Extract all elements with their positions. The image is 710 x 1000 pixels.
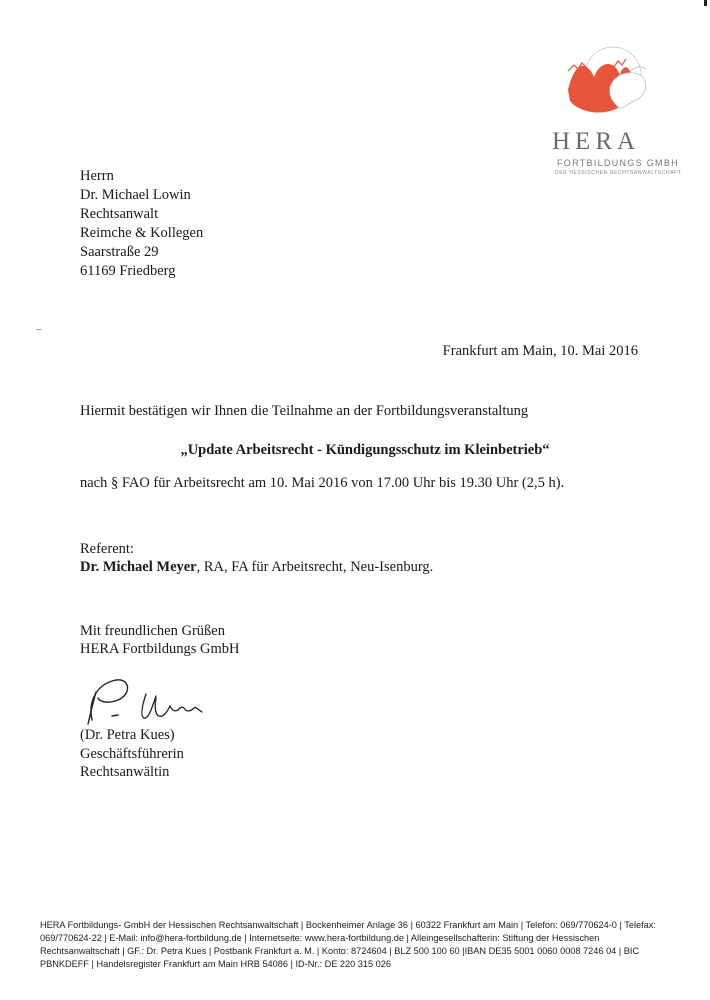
signer-name: (Dr. Petra Kues) bbox=[80, 727, 175, 743]
referent-label: Referent: bbox=[80, 541, 134, 557]
letter-date: Frankfurt am Main, 10. Mai 2016 bbox=[442, 343, 638, 359]
closing-greeting: Mit freundlichen Grüßen bbox=[80, 623, 225, 639]
recipient-address bbox=[80, 167, 203, 281]
signer-block bbox=[80, 726, 184, 782]
referent-name: Dr. Michael Meyer bbox=[80, 559, 197, 575]
scan-corner-mark bbox=[704, 0, 707, 6]
address-line: Dr. Michael Lowin bbox=[80, 187, 191, 203]
logo-tagline: DER HESSISCHEN RECHTSANWALTSCHAFT bbox=[555, 170, 682, 176]
referent-line bbox=[80, 558, 433, 577]
fold-mark: – bbox=[36, 323, 42, 335]
handwritten-signature bbox=[82, 672, 222, 734]
closing-company: HERA Fortbildungs GmbH bbox=[80, 641, 240, 657]
address-line: Reimche & Kollegen bbox=[80, 225, 204, 241]
signer-role: Geschäftsführerin bbox=[80, 745, 184, 762]
address-line: Herrn bbox=[80, 168, 114, 184]
referent-details: , RA, FA für Arbeitsrecht, Neu-Isenburg. bbox=[196, 559, 434, 575]
course-details: nach § FAO für Arbeitsrecht am 10. Mai 2016 von 17.00 Uhr bis 19.30 Uhr (2,5 h). bbox=[80, 475, 565, 491]
address-line: Rechtsanwalt bbox=[80, 206, 159, 222]
address-line: Saarstraße 29 bbox=[80, 244, 159, 260]
logo-wordmark: HERA bbox=[552, 128, 641, 155]
logo-subtitle: FORTBILDUNGS GMBH bbox=[557, 158, 679, 168]
address-line: 61169 Friedberg bbox=[80, 263, 176, 279]
signer-title: Rechtsanwältin bbox=[80, 764, 170, 780]
course-title: „Update Arbeitsrecht - Kündigungsschutz im Kleinbetrieb“ bbox=[180, 442, 550, 458]
confirmation-text: Hiermit bestätigen wir Ihnen die Teilnahme an der Fortbildungsveranstaltung bbox=[80, 403, 529, 419]
letter-footer: HERA Fortbildungs- GmbH der Hessischen Rechtsanwaltschaft | Bockenheimer Anlage 36 | 60322 Frankfurt am Main | Telefon: 069/770624-0 | Telefax: 069/770624-22 | E-Mail: info@hera-fortbildung.de | Internetseite: www.hera-fortbildung.de | Alleingesellschafterin: Stiftung der Hessischen Rechtsanwaltschaft | GF.: Dr. Petra Kues | Postbank Frankfurt a. M. | Konto: 8724604 | BLZ 500 100 60 |IBAN DE35 5001 0060 0008 7246 04 | BIC PBNKDEFF | Handelsregister Frankfurt am Main HRB 54086 | ID-Nr.: DE 220 315 026 bbox=[40, 920, 656, 969]
